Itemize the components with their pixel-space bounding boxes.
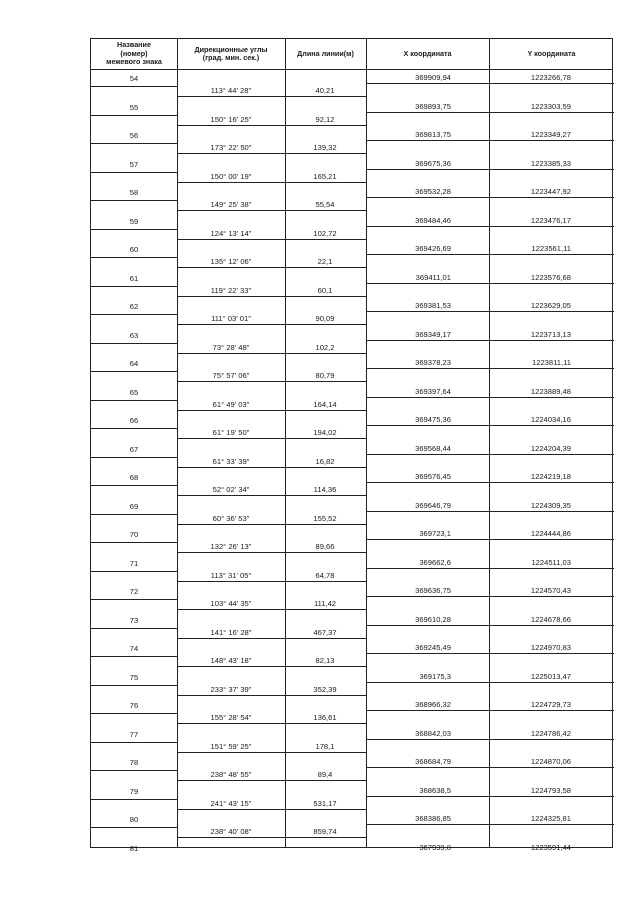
x-coordinate: 369893,75 — [415, 101, 451, 111]
point-name: 55 — [129, 102, 139, 112]
row-divider — [366, 739, 614, 740]
row-divider — [366, 482, 614, 483]
line-length: 531,17 — [313, 798, 337, 808]
y-coordinate: 1223385,33 — [530, 158, 571, 168]
direction-angle: 113° 31' 05" — [210, 570, 252, 580]
row-divider — [91, 656, 177, 657]
x-coordinate: 369411,01 — [415, 272, 451, 282]
row-divider — [177, 210, 366, 211]
row-divider — [177, 780, 366, 781]
header-divider — [91, 69, 612, 70]
line-length: 165,21 — [313, 171, 337, 181]
point-name: 69 — [129, 501, 139, 511]
row-divider — [91, 542, 177, 543]
row-divider — [366, 568, 614, 569]
row-divider — [177, 581, 366, 582]
line-length: 114,36 — [313, 485, 337, 495]
point-name: 79 — [129, 786, 139, 796]
row-divider — [366, 112, 614, 113]
row-divider — [91, 628, 177, 629]
x-coordinate: 369675,36 — [415, 158, 451, 168]
y-coordinate: 1224219,18 — [530, 472, 571, 481]
point-name: 59 — [129, 216, 139, 226]
direction-angle: 103° 44' 35" — [210, 599, 252, 609]
direction-angle: 75° 57' 06" — [212, 371, 250, 381]
x-coordinate: 369646,79 — [415, 500, 451, 510]
point-name: 75 — [129, 672, 139, 682]
line-length: 64,78 — [315, 570, 335, 580]
row-divider — [91, 770, 177, 771]
row-divider — [91, 172, 177, 173]
direction-angle: 124° 13' 14" — [210, 228, 252, 238]
row-divider — [177, 638, 366, 639]
y-coordinate: 1224729,73 — [530, 700, 571, 709]
point-name: 62 — [129, 302, 139, 311]
row-divider — [91, 827, 177, 828]
x-coordinate: 369662,6 — [419, 557, 451, 567]
row-divider — [366, 311, 614, 312]
x-coordinate: 369909,94 — [415, 73, 451, 82]
header-direction-angle: Дирекционные углы (град. мин. сек.) — [194, 44, 268, 62]
line-length: 352,39 — [313, 684, 337, 694]
point-name: 65 — [129, 387, 139, 397]
row-divider — [177, 267, 366, 268]
line-length: 467,37 — [313, 627, 337, 637]
header-y-coordinate: Y координата — [527, 48, 576, 58]
point-name: 60 — [129, 245, 139, 254]
direction-angle: 155° 28' 54" — [210, 713, 252, 723]
line-length: 111,42 — [313, 599, 337, 609]
row-divider — [91, 485, 177, 486]
direction-angle: 233° 37' 39" — [210, 684, 252, 694]
row-divider — [91, 314, 177, 315]
row-divider — [366, 397, 614, 398]
x-coordinate: 369723,1 — [419, 529, 451, 538]
row-divider — [177, 524, 366, 525]
row-divider — [91, 514, 177, 515]
row-divider — [91, 799, 177, 800]
row-divider — [366, 682, 614, 683]
line-length: 102,2 — [315, 342, 335, 352]
row-divider — [177, 723, 366, 724]
point-name: 78 — [129, 758, 139, 767]
y-coordinate: 1223447,92 — [530, 187, 571, 196]
direction-angle: 61° 49' 03" — [212, 399, 250, 409]
direction-angle: 150° 16' 25" — [210, 114, 252, 124]
point-name: 72 — [129, 587, 139, 596]
row-divider — [366, 197, 614, 198]
row-divider — [177, 467, 366, 468]
row-divider — [366, 596, 614, 597]
x-coordinate: 368966,32 — [415, 700, 451, 709]
header-point-name: Название (номер) межевого знака — [106, 40, 162, 67]
point-name: 74 — [129, 644, 139, 653]
line-length: 178,1 — [315, 741, 335, 751]
x-coordinate: 367939,8 — [419, 842, 451, 852]
row-divider — [91, 86, 177, 87]
line-length: 102,72 — [313, 228, 337, 238]
header-x-coordinate: X координата — [403, 48, 452, 58]
x-coordinate: 369175,3 — [419, 671, 451, 681]
line-length: 82,13 — [315, 656, 335, 666]
point-name: 56 — [129, 131, 139, 140]
row-divider — [177, 239, 366, 240]
point-name: 67 — [129, 444, 139, 454]
row-divider — [366, 340, 614, 341]
row-divider — [177, 324, 366, 325]
direction-angle: 148° 43' 18" — [210, 656, 252, 666]
direction-angle: 73° 28' 48" — [212, 342, 250, 352]
row-divider — [177, 353, 366, 354]
row-divider — [177, 495, 366, 496]
row-divider — [177, 666, 366, 667]
y-coordinate: 1224444,86 — [530, 529, 571, 538]
point-name: 76 — [129, 701, 139, 710]
row-divider — [177, 381, 366, 382]
row-divider — [366, 653, 614, 654]
row-divider — [91, 143, 177, 144]
point-name: 77 — [129, 729, 139, 739]
column-divider — [489, 39, 490, 847]
direction-angle: 238° 48' 55" — [210, 770, 252, 780]
row-divider — [91, 685, 177, 686]
x-coordinate: 369532,28 — [415, 187, 451, 196]
line-length: 859,74 — [313, 827, 337, 837]
row-divider — [91, 428, 177, 429]
x-coordinate: 369349,17 — [415, 329, 451, 339]
row-divider — [366, 767, 614, 768]
y-coordinate: 1223561,11 — [531, 244, 571, 253]
direction-angle: 141° 16' 28" — [210, 627, 252, 637]
x-coordinate: 369381,53 — [415, 301, 451, 310]
line-length: 40,21 — [315, 86, 335, 96]
row-divider — [366, 368, 614, 369]
row-divider — [366, 140, 614, 141]
column-divider — [285, 39, 286, 847]
row-divider — [177, 296, 366, 297]
row-divider — [366, 283, 614, 284]
row-divider — [177, 96, 366, 97]
row-divider — [91, 571, 177, 572]
direction-angle: 60° 36' 53" — [212, 513, 250, 523]
point-name: 68 — [129, 473, 139, 482]
direction-angle: 61° 33' 39" — [212, 456, 250, 466]
point-name: 73 — [129, 615, 139, 625]
point-name: 61 — [129, 273, 139, 283]
row-divider — [366, 796, 614, 797]
row-divider — [91, 257, 177, 258]
line-length: 155,52 — [313, 513, 337, 523]
y-coordinate: 1223629,05 — [530, 301, 571, 310]
row-divider — [91, 457, 177, 458]
point-name: 71 — [129, 558, 139, 568]
row-divider — [366, 83, 614, 84]
y-coordinate: 1225013,47 — [530, 671, 571, 681]
direction-angle: 173° 22' 50" — [210, 143, 252, 153]
x-coordinate: 369636,75 — [415, 586, 451, 595]
row-divider — [91, 343, 177, 344]
y-coordinate: 1224204,39 — [530, 443, 571, 453]
direction-angle: 149° 25' 38" — [210, 200, 252, 210]
y-coordinate: 1223576,68 — [530, 272, 571, 282]
y-coordinate: 1224309,35 — [530, 500, 571, 510]
y-coordinate: 1224678,66 — [530, 614, 571, 624]
line-length: 89,66 — [315, 542, 335, 552]
line-length: 139,32 — [313, 143, 337, 153]
row-divider — [91, 200, 177, 201]
row-divider — [91, 713, 177, 714]
point-name: 70 — [129, 530, 139, 539]
line-length: 92,12 — [315, 114, 335, 124]
y-coordinate: 1223349,27 — [530, 130, 571, 139]
x-coordinate: 369568,44 — [415, 443, 451, 453]
row-divider — [177, 552, 366, 553]
x-coordinate: 369484,46 — [415, 215, 451, 225]
x-coordinate: 369475,36 — [415, 415, 451, 424]
point-name: 81 — [129, 843, 139, 853]
row-divider — [366, 254, 614, 255]
x-coordinate: 369576,45 — [415, 472, 451, 481]
line-length: 164,14 — [313, 399, 337, 409]
x-coordinate: 369426,69 — [415, 244, 451, 253]
row-divider — [177, 125, 366, 126]
y-coordinate: 1224034,16 — [530, 415, 571, 424]
line-length: 55,54 — [315, 200, 335, 210]
row-divider — [177, 695, 366, 696]
coordinates-table — [90, 38, 613, 853]
x-coordinate: 369245,49 — [415, 643, 451, 652]
line-length: 22,1 — [317, 257, 333, 267]
row-divider — [91, 400, 177, 401]
direction-angle: 111° 03' 01" — [211, 314, 251, 324]
direction-angle: 150° 00' 19" — [210, 171, 252, 181]
direction-angle: 119° 22' 33" — [210, 285, 252, 295]
y-coordinate: 1223713,13 — [530, 329, 571, 339]
point-name: 57 — [129, 159, 139, 169]
point-name: 66 — [129, 416, 139, 425]
direction-angle: 135° 12' 06" — [210, 257, 252, 267]
x-coordinate: 369378,23 — [415, 358, 451, 367]
point-name: 63 — [129, 330, 139, 340]
x-coordinate: 369397,64 — [415, 386, 451, 396]
y-coordinate: 1223476,17 — [530, 215, 571, 225]
line-length: 136,61 — [313, 713, 337, 723]
row-divider — [91, 371, 177, 372]
row-divider — [366, 226, 614, 227]
direction-angle: 61° 19' 50" — [212, 428, 250, 438]
y-coordinate: 1224970,83 — [530, 643, 571, 652]
y-coordinate: 1224793,58 — [530, 785, 571, 795]
row-divider — [366, 710, 614, 711]
line-length: 80,79 — [315, 371, 335, 381]
row-divider — [177, 752, 366, 753]
row-divider — [366, 539, 614, 540]
x-coordinate: 368684,79 — [415, 757, 451, 766]
row-divider — [366, 169, 614, 170]
row-divider — [177, 410, 366, 411]
x-coordinate: 369610,28 — [415, 614, 451, 624]
row-divider — [91, 742, 177, 743]
row-divider — [366, 511, 614, 512]
y-coordinate: 1223811,11 — [532, 358, 571, 367]
y-coordinate: 1223889,48 — [530, 386, 571, 396]
y-coordinate: 1223303,59 — [530, 101, 571, 111]
row-divider — [366, 625, 614, 626]
line-length: 60,1 — [317, 285, 333, 295]
row-divider — [177, 609, 366, 610]
row-divider — [91, 286, 177, 287]
direction-angle: 132° 26' 13" — [210, 542, 252, 552]
line-length: 16,82 — [315, 456, 335, 466]
row-divider — [177, 438, 366, 439]
direction-angle: 241° 43' 15" — [210, 798, 252, 808]
x-coordinate: 368842,03 — [415, 728, 451, 738]
x-coordinate: 369813,75 — [415, 130, 451, 139]
direction-angle: 113° 44' 28" — [210, 86, 252, 96]
row-divider — [177, 837, 366, 838]
row-divider — [177, 182, 366, 183]
row-divider — [177, 809, 366, 810]
row-divider — [366, 824, 614, 825]
y-coordinate: 1224570,43 — [530, 586, 571, 595]
point-name: 64 — [129, 359, 139, 368]
y-coordinate: 1223591,44 — [530, 842, 571, 852]
y-coordinate: 1224870,06 — [530, 757, 571, 766]
y-coordinate: 1224325,81 — [530, 814, 571, 823]
direction-angle: 238° 40' 08" — [210, 827, 252, 837]
row-divider — [366, 425, 614, 426]
column-divider — [177, 39, 178, 847]
point-name: 54 — [129, 74, 139, 83]
row-divider — [91, 115, 177, 116]
line-length: 89,4 — [317, 770, 333, 780]
point-name: 58 — [129, 188, 139, 197]
y-coordinate: 1223266,78 — [530, 73, 571, 82]
row-divider — [91, 229, 177, 230]
x-coordinate: 368386,85 — [415, 814, 451, 823]
x-coordinate: 368638,5 — [419, 785, 451, 795]
point-name: 80 — [129, 815, 139, 824]
y-coordinate: 1224511,03 — [531, 557, 571, 567]
direction-angle: 151° 59' 25" — [210, 741, 252, 751]
header-line-length: Длина линии(м) — [297, 48, 354, 58]
direction-angle: 52° 02' 34" — [212, 485, 250, 495]
row-divider — [366, 454, 614, 455]
line-length: 194,02 — [313, 428, 337, 438]
line-length: 90,09 — [315, 314, 335, 324]
y-coordinate: 1224786,42 — [530, 728, 571, 738]
row-divider — [91, 599, 177, 600]
row-divider — [177, 153, 366, 154]
